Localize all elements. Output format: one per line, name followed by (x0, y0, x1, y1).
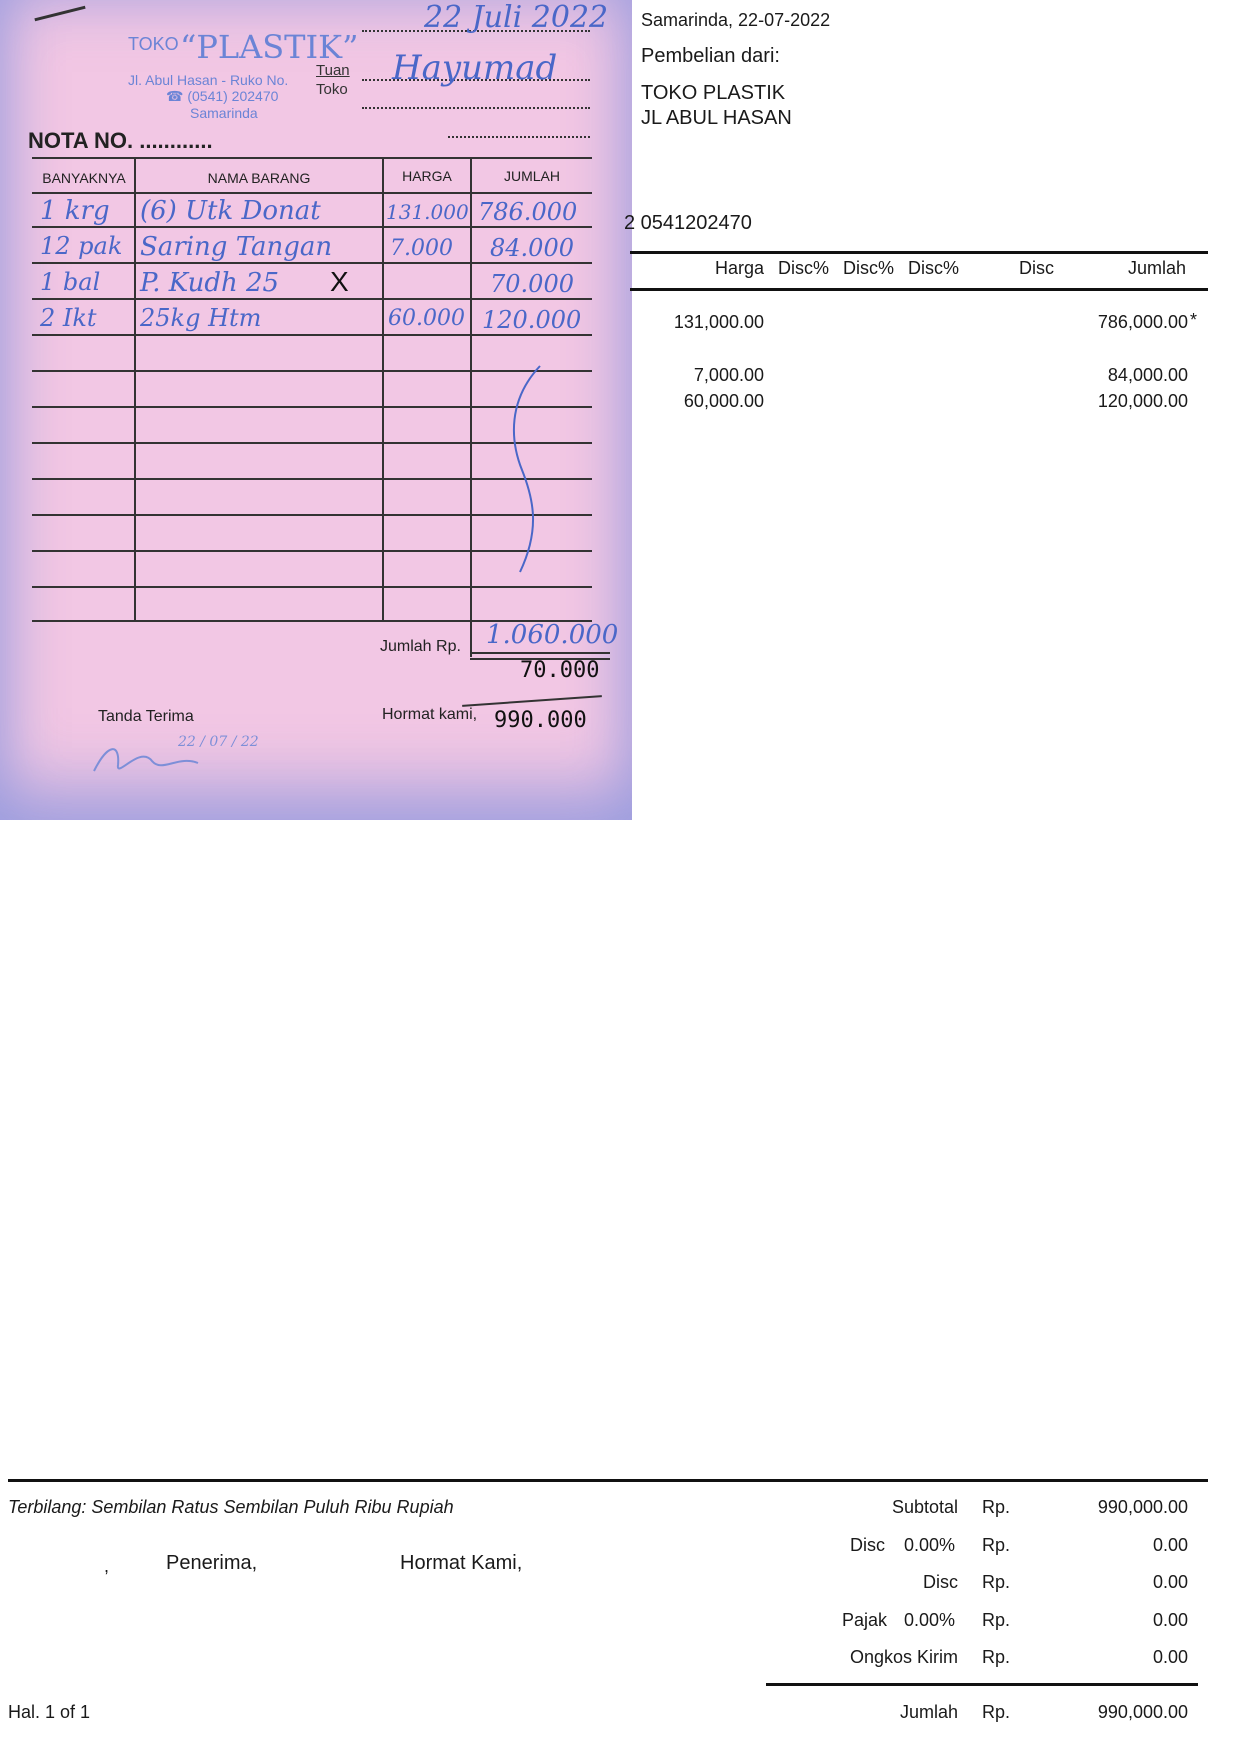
total-value: 990,000.00 (1097, 1702, 1188, 1722)
hormat-kami-label: Hormat kami, (382, 706, 478, 723)
nota-row-amount: 786.000 (478, 198, 578, 226)
nota-row-amount: 84.000 (490, 234, 574, 262)
nota-row-price: 7.000 (390, 236, 453, 261)
terbilang-text: Terbilang: Sembilan Ratus Sembilan Puluh Ribu Rupiah (8, 1497, 454, 1517)
nota-row-amount: 70.000 (490, 270, 574, 298)
col-disc: Disc (1019, 258, 1054, 278)
total-currency: Rp. (982, 1702, 1011, 1722)
toko-label: Toko (316, 81, 348, 98)
summary-currency: Rp. (982, 1572, 1011, 1592)
col-header-qty: BANYAKNYA (42, 170, 126, 186)
nota-row-item: (6) Utk Donat (140, 196, 321, 226)
footer-top-rule (8, 1479, 1208, 1482)
jumlah-label: Jumlah Rp. (380, 638, 461, 655)
col-divider (382, 157, 384, 621)
col-disc-pct-3: Disc% (908, 258, 960, 278)
hormat-kami-printed: Hormat Kami, (400, 1552, 523, 1574)
nota-row-qty: 12 pak (40, 232, 123, 260)
store-phone: ☎ (0541) 202470 (166, 88, 279, 104)
tanda-terima-label: Tanda Terima (98, 708, 194, 725)
nota-row-item: P. Kudh 25 (140, 268, 280, 298)
signature-date: 22 / 07 / 22 (178, 734, 259, 750)
comma-mark: , (104, 1556, 110, 1576)
penerima-label: Penerima, (166, 1552, 258, 1574)
line-jumlah: 84,000.00 (1107, 365, 1188, 385)
summary-percent: 0.00% (904, 1535, 956, 1555)
handwritten-bracket (500, 360, 570, 580)
x-mark: X (330, 266, 349, 297)
col-jumlah: Jumlah (1127, 258, 1186, 278)
line-jumlah: 120,000.00 (1097, 391, 1188, 411)
col-disc-pct-1: Disc% (778, 258, 830, 278)
pen-stroke (34, 6, 85, 21)
address-dotted-line (362, 107, 590, 109)
summary-value: 0.00 (1152, 1535, 1188, 1555)
line-jumlah: 786,000.00 (1097, 312, 1188, 332)
summary-currency: Rp. (982, 1497, 1011, 1517)
store-address: Jl. Abul Hasan - Ruko No. (128, 72, 289, 88)
line-harga: 131,000.00 (673, 312, 764, 332)
line-harga: 7,000.00 (693, 365, 764, 385)
extra-dotted-line (448, 136, 590, 138)
col-divider (134, 157, 136, 621)
table-top-line (32, 157, 592, 159)
header-top-rule (630, 251, 1208, 254)
nota-row-price: 60.000 (388, 306, 465, 331)
summary-value: 0.00 (1152, 1647, 1188, 1667)
page-indicator: Hal. 1 of 1 (8, 1702, 91, 1722)
nota-row-item: Saring Tangan (140, 232, 333, 262)
handwritten-total: 1.060.000 (486, 620, 619, 650)
place-date: Samarinda, 22-07-2022 (641, 10, 831, 30)
vendor-name: TOKO PLASTIK (641, 82, 786, 104)
handwritten-final: 990.000 (494, 708, 587, 733)
total-rule (766, 1683, 1198, 1686)
nota-row-qty: 1 krg (40, 196, 110, 226)
nota-number-label: NOTA NO. ............ (28, 128, 213, 153)
store-name: “PLASTIK” (180, 28, 359, 66)
store-city: Samarinda (190, 105, 258, 121)
col-divider (470, 157, 472, 657)
col-header-amount: JUMLAH (503, 168, 560, 184)
col-header-price: HARGA (402, 168, 452, 184)
nota-row-qty: 1 bal (40, 268, 101, 296)
col-disc-pct-2: Disc% (843, 258, 895, 278)
purchased-from-label: Pembelian dari: (641, 45, 780, 67)
table-header-line (32, 192, 592, 194)
total-label: Jumlah (899, 1702, 958, 1722)
vendor-address: JL ABUL HASAN (641, 107, 792, 129)
summary-percent: 0.00% (904, 1610, 956, 1630)
summary-currency: Rp. (982, 1610, 1011, 1630)
summary-label: Disc (923, 1572, 958, 1592)
line-harga: 60,000.00 (683, 391, 764, 411)
summary-value: 0.00 (1152, 1572, 1188, 1592)
header-bottom-rule (630, 288, 1208, 291)
col-harga: Harga (714, 258, 764, 278)
nota-row-qty: 2 Ikt (40, 304, 97, 332)
vendor-phone: 2 0541202470 (624, 212, 752, 234)
store-prefix: TOKO (128, 34, 179, 54)
col-header-item: NAMA BARANG (207, 170, 311, 186)
handwritten-date: 22 Juli 2022 (424, 0, 609, 35)
summary-value: 990,000.00 (1097, 1497, 1188, 1517)
summary-value: 0.00 (1152, 1610, 1188, 1630)
summary-currency: Rp. (982, 1647, 1011, 1667)
nota-row-price: 131.000 (386, 200, 469, 224)
summary-label: Pajak (842, 1610, 888, 1630)
nota-row-item: 25kg Htm (140, 304, 262, 332)
summary-currency: Rp. (982, 1535, 1011, 1555)
handwritten-discount: 70.000 (520, 658, 600, 683)
handwritten-nota (0, 0, 632, 820)
handwritten-customer: Hayumad (392, 48, 558, 88)
summary-label: Disc (850, 1535, 885, 1555)
summary-label: Ongkos Kirim (849, 1647, 958, 1667)
summary-label: Subtotal (891, 1497, 958, 1517)
nota-row-amount: 120.000 (482, 306, 582, 334)
tuan-label: Tuan (316, 62, 350, 79)
line-mark: * (1190, 310, 1198, 330)
